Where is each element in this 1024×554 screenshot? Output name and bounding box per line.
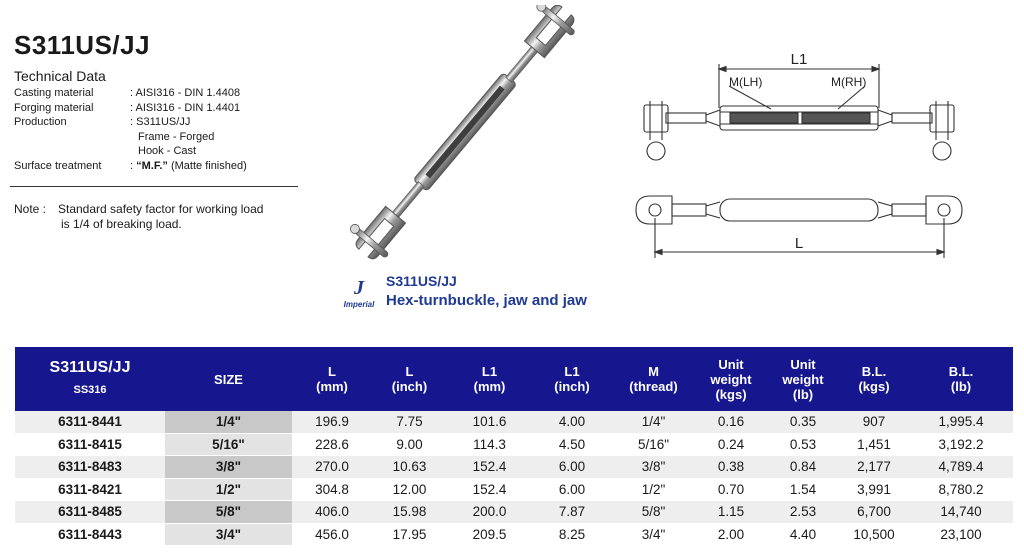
header-line: (mm)	[316, 379, 348, 394]
surface-rest: (Matte finished)	[167, 159, 247, 172]
technical-row	[14, 101, 247, 116]
table-row	[15, 411, 1013, 433]
cell-l-inch: 10.63	[372, 456, 447, 479]
side-pin-left	[649, 204, 661, 216]
cell-l-inch: 7.75	[372, 411, 447, 433]
table-row	[15, 501, 1013, 524]
cell-size: 3/8"	[165, 456, 292, 479]
cell-l1-inch: 4.50	[532, 433, 612, 456]
cell-size: 5/16"	[165, 433, 292, 456]
cell-thread: 1/4"	[612, 411, 695, 433]
side-frame	[720, 199, 878, 221]
cell-bl-lb: 1,995.4	[909, 411, 1013, 433]
technical-row	[14, 130, 247, 145]
brand-logo	[339, 274, 379, 310]
turnbuckle-drawing	[628, 50, 978, 262]
label-l1: L1	[790, 51, 808, 68]
header-line: (mm)	[473, 379, 506, 394]
cell-l-mm: 406.0	[292, 501, 372, 524]
technical-key: Production	[14, 116, 67, 128]
header-l1-mm	[447, 347, 532, 411]
header-line: Unit	[718, 356, 744, 372]
cell-l1-mm: 152.4	[447, 478, 532, 501]
cell-l1-inch: 7.87	[532, 501, 612, 524]
cell-l-inch: 17.95	[372, 523, 447, 546]
cell-code: 6311-8421	[15, 478, 165, 501]
spec-header-row	[15, 347, 1013, 411]
header-l1-inch	[532, 347, 612, 411]
spec-table	[15, 347, 1013, 546]
cell-l-inch: 15.98	[372, 501, 447, 524]
cell-l-mm: 304.8	[292, 478, 372, 501]
l1-arrow-left	[719, 67, 726, 72]
note-label: Note :	[14, 202, 47, 216]
cell-bl-lb: 8,780.2	[909, 478, 1013, 501]
top-thread-left	[730, 113, 798, 123]
cell-l-inch: 9.00	[372, 433, 447, 456]
header-line: Unit	[790, 356, 816, 372]
header-line: (inch)	[554, 379, 590, 394]
header-bl-lb	[909, 347, 1013, 411]
cell-bl-lb: 3,192.2	[909, 433, 1013, 456]
table-subtitle: SS316	[73, 384, 107, 396]
cell-thread: 3/4"	[612, 523, 695, 546]
cell-bl-lb: 4,789.4	[909, 456, 1013, 479]
cell-size: 1/4"	[165, 411, 292, 433]
label-l: L	[794, 235, 804, 252]
header-l-mm	[292, 347, 372, 411]
cell-l1-mm: 200.0	[447, 501, 532, 524]
cell-code: 6311-8441	[15, 411, 165, 433]
cell-thread: 5/16"	[612, 433, 695, 456]
turnbuckle-photo	[335, 5, 595, 260]
logo-glyph: J	[354, 277, 364, 299]
l-arrow-left	[655, 250, 662, 255]
cell-l1-mm: 114.3	[447, 433, 532, 456]
logo-brand-name: Imperial	[343, 300, 375, 309]
header-bl-kgs	[839, 347, 909, 411]
table-row	[15, 456, 1013, 479]
technical-row	[14, 159, 247, 174]
cell-weight-kgs: 0.16	[695, 411, 767, 433]
surface-prefix: :	[130, 159, 137, 172]
header-line: L1	[481, 364, 498, 379]
technical-row	[14, 115, 247, 130]
cell-weight-kgs: 2.00	[695, 523, 767, 546]
product-title: S311US/JJ	[14, 30, 151, 60]
header-line: weight	[782, 371, 824, 387]
l1-arrow-right	[872, 67, 879, 72]
cell-weight-lb: 0.84	[767, 456, 839, 479]
technical-value	[124, 159, 247, 174]
top-neck-right	[878, 110, 892, 126]
cell-weight-lb: 4.40	[767, 523, 839, 546]
side-rod-left	[672, 204, 706, 216]
top-cotter-left	[647, 142, 665, 160]
cell-bl-kgs: 1,451	[839, 433, 909, 456]
side-rod-right	[892, 204, 926, 216]
table-row	[15, 523, 1013, 546]
technical-key: Surface treatment	[14, 159, 102, 172]
cell-bl-kgs: 3,991	[839, 478, 909, 501]
top-rod-right	[892, 113, 932, 123]
cell-weight-lb: 2.53	[767, 501, 839, 524]
technical-value: Frame - Forged	[138, 130, 215, 143]
header-line: (kgs)	[858, 379, 890, 394]
cell-l1-mm: 152.4	[447, 456, 532, 479]
cell-l1-inch: 6.00	[532, 456, 612, 479]
cell-weight-lb: 0.53	[767, 433, 839, 456]
technical-value: Hook - Cast	[138, 145, 197, 157]
side-neck-left	[706, 202, 720, 218]
top-rod-left	[666, 113, 706, 123]
cell-thread: 1/2"	[612, 478, 695, 501]
cell-weight-lb: 0.35	[767, 411, 839, 433]
cell-l-mm: 196.9	[292, 411, 372, 433]
cell-code: 6311-8485	[15, 501, 165, 524]
cell-weight-lb: 1.54	[767, 478, 839, 501]
header-line: L	[405, 364, 414, 379]
cell-bl-kgs: 10,500	[839, 523, 909, 546]
header-m-thread	[612, 347, 695, 411]
technical-key: Forging material	[14, 101, 94, 114]
side-neck-right	[878, 202, 892, 218]
cell-l1-inch: 6.00	[532, 478, 612, 501]
top-thread-right	[802, 113, 870, 123]
cell-code: 6311-8415	[15, 433, 165, 456]
header-l-inch	[372, 347, 447, 411]
header-line: L	[328, 364, 336, 379]
label-mrh: M(RH)	[831, 75, 867, 89]
header-table-title	[15, 347, 165, 411]
cell-weight-kgs: 0.38	[695, 456, 767, 479]
top-jaw-left	[644, 105, 668, 132]
cell-l1-inch: 4.00	[532, 411, 612, 433]
cell-bl-lb: 23,100	[909, 523, 1013, 546]
cell-l-mm: 228.6	[292, 433, 372, 456]
header-line: (inch)	[391, 379, 428, 394]
header-line: (lb)	[792, 386, 814, 402]
header-line: (lb)	[950, 379, 972, 394]
header-line: (kgs)	[715, 386, 747, 402]
note	[14, 202, 263, 232]
header-line: B.L.	[948, 364, 974, 379]
label-mlh: M(LH)	[729, 75, 763, 89]
header-unit-weight-lb	[767, 347, 839, 411]
cell-bl-kgs: 6,700	[839, 501, 909, 524]
table-row	[15, 478, 1013, 501]
technical-row	[14, 86, 247, 101]
cell-size: 3/4"	[165, 523, 292, 546]
cell-bl-lb: 14,740	[909, 501, 1013, 524]
side-jaw-left	[636, 196, 672, 224]
table-title: S311US/JJ	[49, 359, 131, 376]
header-size	[165, 347, 292, 411]
technical-data-heading: Technical Data	[14, 68, 106, 84]
top-jaw-right	[930, 105, 954, 132]
surface-bold: “M.F.”	[136, 159, 168, 172]
header-line: L1	[564, 364, 580, 379]
cell-thread: 5/8"	[612, 501, 695, 524]
technical-key: Casting material	[14, 87, 94, 99]
technical-value: : AISI316 - DIN 1.4408	[130, 87, 241, 99]
top-neck-left	[706, 110, 720, 126]
header-line: B.L.	[861, 364, 887, 379]
cell-thread: 3/8"	[612, 456, 695, 479]
cell-l-mm: 456.0	[292, 523, 372, 546]
section-divider	[10, 186, 298, 187]
cell-code: 6311-8483	[15, 456, 165, 479]
technical-row	[14, 144, 247, 159]
cell-weight-kgs: 0.70	[695, 478, 767, 501]
cell-l1-mm: 209.5	[447, 523, 532, 546]
product-code: S311US/JJ	[386, 273, 457, 289]
header-line: (thread)	[629, 379, 678, 394]
technical-data-list	[14, 86, 247, 173]
technical-key	[14, 144, 124, 159]
header-unit-weight-kgs	[695, 347, 767, 411]
cell-l-mm: 270.0	[292, 456, 372, 479]
note-line-2: is 1/4 of breaking load.	[61, 217, 182, 231]
top-cotter-right	[933, 142, 951, 160]
cell-l1-mm: 101.6	[447, 411, 532, 433]
technical-key	[14, 130, 124, 145]
technical-value: : AISI316 - DIN 1.4401	[130, 101, 241, 114]
side-pin-right	[938, 204, 950, 216]
cell-bl-kgs: 907	[839, 411, 909, 433]
cell-bl-kgs: 2,177	[839, 456, 909, 479]
note-line-1: Standard safety factor for working load	[58, 202, 264, 216]
note-text	[58, 202, 263, 232]
product-name: Hex-turnbuckle, jaw and jaw	[386, 292, 587, 309]
cell-l1-inch: 8.25	[532, 523, 612, 546]
table-row	[15, 433, 1013, 456]
cell-l-inch: 12.00	[372, 478, 447, 501]
technical-value: : S311US/JJ	[130, 116, 191, 128]
l-arrow-right	[937, 250, 944, 255]
cell-weight-kgs: 1.15	[695, 501, 767, 524]
header-line: M	[648, 364, 659, 379]
header-line: weight	[710, 371, 752, 387]
header-line: SIZE	[214, 371, 243, 387]
cell-code: 6311-8443	[15, 523, 165, 546]
cell-weight-kgs: 0.24	[695, 433, 767, 456]
cell-size: 1/2"	[165, 478, 292, 501]
cell-size: 5/8"	[165, 501, 292, 524]
